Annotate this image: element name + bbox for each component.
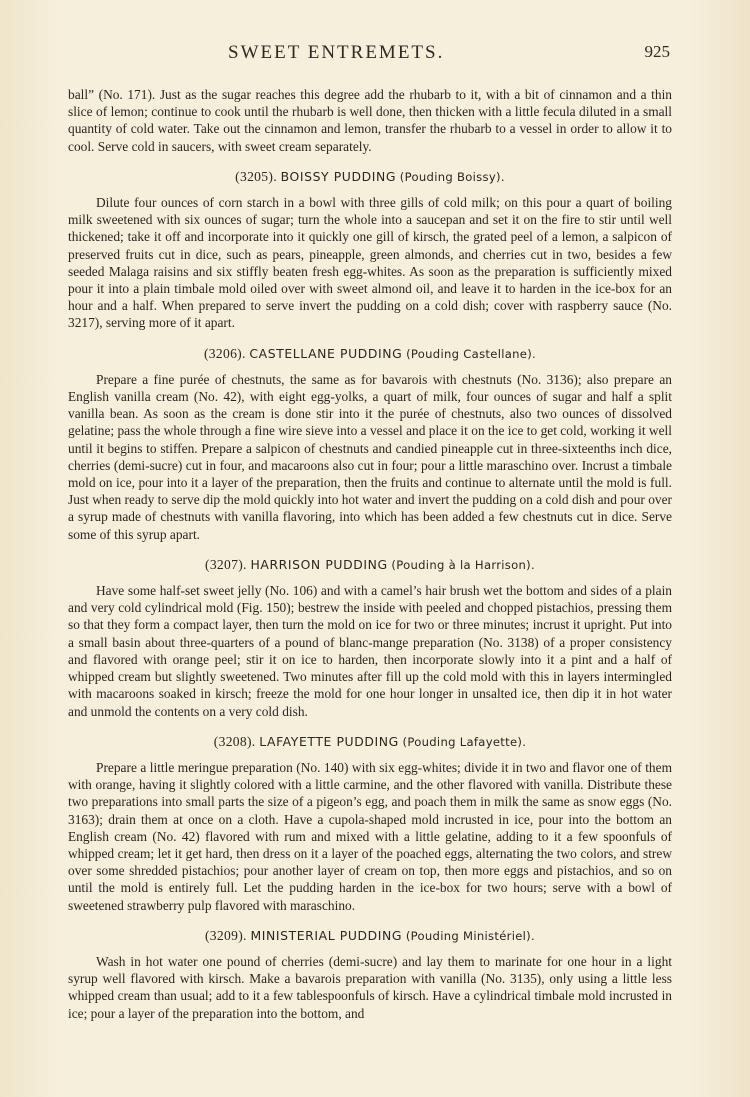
- recipe-title: BOISSY PUDDING: [280, 168, 397, 184]
- recipe-paragraph: Prepare a little meringue preparation (No. 140) with six egg-whites; divide it in two and flavor one of them with orange, having it slightly colored with a little carmine, and the other flavored with vanilla. Distribute these two preparations into small parts the size of a pigeon’s egg, and poach them in milk the same as snow eggs (No. 3163); drain them at once on a cloth. Have a cupola-shaped mold incrusted in ice, pour into the bottom an English cream (No. 42) flavored with rum and mixed with a little gelatine, adding to it a few spoonfuls of whipped cream; let it get hard, then dress on it a layer of the poached eggs, alternating the two colors, and strew over some shredded pistachios; pour another layer of cream on top, then more eggs and pistachios, and so on until the mold is entirely full. Let the pudding harden in the ice-box for two hours; serve with a bowl of sweetened strawberry pulp flavored with maraschino.: [68, 759, 672, 913]
- recipe-paragraph: Wash in hot water one pound of cherries (demi-sucre) and lay them to marinate for one hour in a light syrup well flavored with kirsch. Make a bavarois preparation with vanilla (No. 3135), only using a little less whipped cream than usual; add to it a few tablespoonfuls of kirsch. Have a cylindrical timbale mold incrusted in ice; pour a layer of the preparation into the bottom, and: [68, 953, 672, 1021]
- recipe-number: (3208).: [213, 733, 256, 749]
- recipe-number: (3205).: [235, 168, 277, 184]
- recipe-title: MINISTERIAL PUDDING: [250, 927, 403, 943]
- recipe-heading: [68, 345, 672, 363]
- page-number: 925: [644, 42, 670, 61]
- running-head: SWEET ENTREMETS.: [228, 42, 445, 63]
- recipe-subtitle: (Pouding Boissy).: [399, 169, 505, 184]
- recipe-heading: [68, 168, 672, 186]
- recipe-title: HARRISON PUDDING: [250, 556, 388, 572]
- recipe-title: LAFAYETTE PUDDING: [259, 733, 399, 749]
- recipe-paragraph: Have some half-set sweet jelly (No. 106) and with a camel’s hair brush wet the bottom and sides of a plain and very cold cylindrical mold (Fig. 150); bestrew the inside with peeled and chopped pistachios, pressing them so that they form a compact layer, then turn the mold on ice for two or three minutes; incrust it upright. Put into a small basin about three-quarters of a pound of blanc-mange preparation (No. 3138) of a proper consistency and flavored with orange peel; stir it on ice to harden, then incorporate slowly into it a pint and a half of whipped cream but slightly sweetened. Two minutes after fill up the cold mold with this in layers intermingled with macaroons soaked in kirsch; freeze the mold for one hour longer in unsalted ice, then dip it in hot water and unmold the contents on a very cold dish.: [68, 583, 672, 719]
- continuation-paragraph: ball” (No. 171). Just as the sugar reaches this degree add the rhubarb to it, with a bit of cinnamon and a thin slice of lemon; continue to cook until the rhubarb is well done, then thicken with a little fecula diluted in a small quantity of cold water. Take out the cinnamon and lemon, transfer the rhubarb to a vessel in order to allow it to cool. Serve cold in saucers, with sweet cream separately.: [68, 87, 672, 154]
- recipe-number: (3207).: [205, 556, 247, 572]
- recipe-title: CASTELLANE PUDDING: [249, 345, 403, 361]
- recipe-paragraph: Dilute four ounces of corn starch in a bowl with three gills of cold milk; on this pour a quart of boiling milk sweetened with six ounces of sugar; turn the whole into a saucepan and set it on the fire to stir until well thickened; take it off and incorporate into it quickly one gill of kirsch, the grated peel of a lemon, a salpicon of preserved fruits cut in dice, such as pears, pineapple, green almonds, and cherries cut in two, besides a few seeded Malaga raisins and six stiffly beaten fresh egg-whites. As soon as the preparation is sufficiently mixed pour it into a plain timbale mold oiled over with sweet almond oil, and leave it to harden in the ice-box for an hour and a half. When prepared to serve invert the pudding on a cold dish; cover with raspberry sauce (No. 3217), serving more of it apart.: [68, 195, 672, 331]
- recipe-subtitle: (Pouding à la Harrison).: [391, 557, 535, 572]
- recipe-number: (3209).: [204, 927, 247, 943]
- recipe-subtitle: (Pouding Ministériel).: [405, 928, 535, 943]
- recipe-subtitle: (Pouding Lafayette).: [402, 734, 527, 749]
- recipe-heading: [68, 556, 672, 574]
- recipe-heading: [68, 733, 672, 751]
- recipe-paragraph: Prepare a fine purée of chestnuts, the same as for bavarois with chestnuts (No. 3136); also prepare an English vanilla cream (No. 42), with eight egg-yolks, a quart of milk, four ounces of sugar and half a split vanilla bean. As soon as the cream is done stir into it the purée of chestnuts, also two ounces of dissolved gelatine; pass the whole through a fine wire sieve into a vessel and place it on the ice to get cold, working it well until it begins to stiffen. Prepare a salpicon of chestnuts and candied pineapple cut in three-sixteenths inch dice, cherries (demi-sucre) cut in four, and macaroons also cut in four; pour a little maraschino over. Incrust a timbale mold on ice, pour into it a layer of the preparation, then the fruits and continue to alternate until the mold is full. Just when ready to serve dip the mold quickly into hot water and invert the pudding on a cold dish and pour over a syrup made of chestnuts with vanilla flavoring, into which has been added a few chestnuts cut in dice. Serve some of this syrup apart.: [68, 371, 672, 542]
- recipe-heading: [68, 927, 672, 945]
- recipe-subtitle: (Pouding Castellane).: [406, 346, 537, 361]
- recipe-number: (3206).: [203, 345, 246, 361]
- page-text: [68, 86, 672, 1022]
